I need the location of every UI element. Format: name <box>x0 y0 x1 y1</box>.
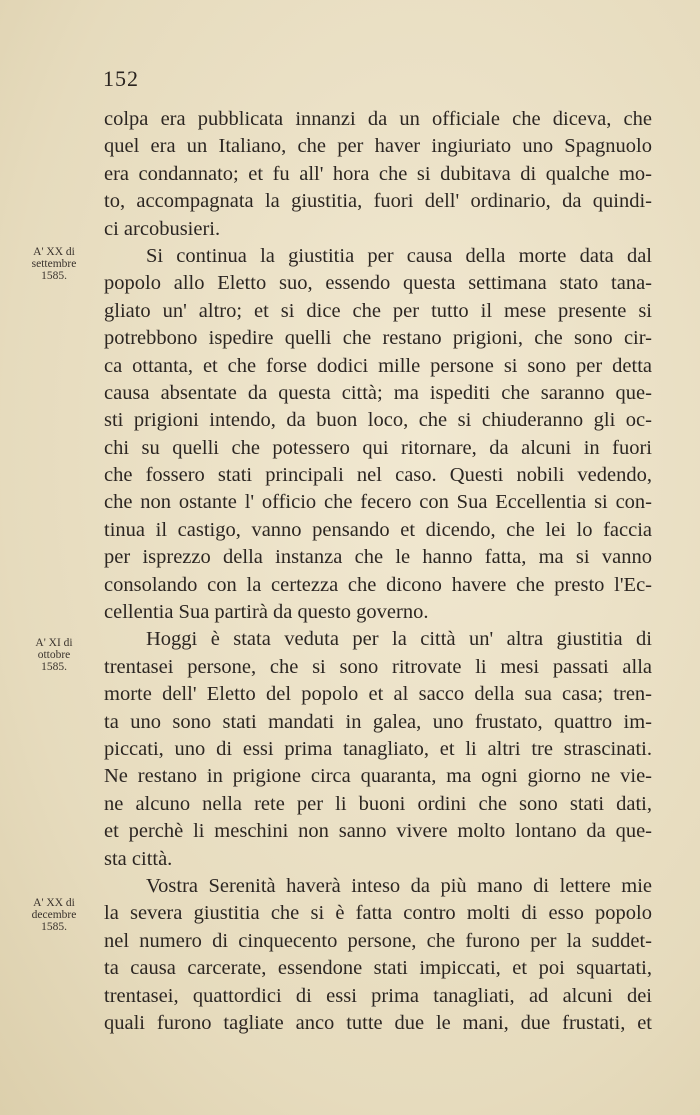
text-line: et perchè li meschini non sanno vivere molto lontano da que- <box>104 820 652 843</box>
text-line: colpa era pubblicata innanzi da un officiale che diceva, che <box>104 108 652 130</box>
margin-note-20-settembre <box>14 246 94 282</box>
text-line: gliato un' altro; et si dice che per tutto il mese presente si <box>104 299 652 322</box>
margin-note-line: decembre <box>31 909 77 921</box>
margin-note-line: A' XX di <box>33 897 75 909</box>
text-line: ca ottanta, et che forse dodici mille persone si sono per detta <box>104 354 652 377</box>
text-line: ta causa carcerate, essendone stati impiccati, et poi squartati, <box>104 957 652 980</box>
text-line: morte dell' Eletto del popolo et al sacco della sua casa; tren- <box>104 683 652 706</box>
margin-note-line: 1585. <box>41 661 67 673</box>
paragraph-start-line: Si continua la giustitia per causa della morte data dal <box>146 244 652 267</box>
text-line: nel numero di cinquecento persone, che furono per la suddet- <box>104 929 652 952</box>
text-line: che non ostante l' officio che fecero con Sua Eccellentia si con- <box>104 491 652 514</box>
margin-note-20-decembre <box>14 897 94 933</box>
text-line: trentasei, quattordici di essi prima tanagliati, ad alcuni dei <box>104 984 652 1007</box>
text-line: causa absentate da questa città; ma ispediti che saranno que- <box>104 381 652 404</box>
paragraph-start-line: Vostra Serenità haverà inteso da più mano di lettere mie <box>146 874 652 897</box>
margin-note-line: A' XX di <box>33 246 75 258</box>
text-line: sta città. <box>104 847 173 870</box>
text-line: quel era un Italiano, che per haver ingiuriato uno Spagnuolo <box>104 135 652 158</box>
text-line: potrebbono ispedire quelli che restano prigioni, che sono cir- <box>104 327 652 350</box>
text-line: ne alcuno nella rete per li buoni ordini che sono stati dati, <box>104 792 652 815</box>
page-number: 152 <box>103 66 139 91</box>
text-line: quali furono tagliate anco tutte due le mani, due frustati, et <box>104 1011 652 1034</box>
text-line: Ne restano in prigione circa quaranta, ma ogni giorno ne vie- <box>104 765 652 788</box>
text-line: consolando con la certezza che dicono havere che presto l'Ec- <box>104 573 652 596</box>
margin-note-line: 1585. <box>41 270 67 282</box>
text-line: cellentia Sua partirà da questo governo. <box>104 601 429 624</box>
text-line: to, accompagnata la giustitia, fuori dell' ordinario, da quindi- <box>104 190 652 213</box>
text-line: popolo allo Eletto suo, essendo questa settimana stato tana- <box>104 272 652 295</box>
text-line: tinua il castigo, vanno pensando et dicendo, che lei lo faccia <box>104 518 652 541</box>
text-line: trentasei persone, che si sono ritrovate li mesi passati alla <box>104 655 652 678</box>
margin-note-11-ottobre <box>14 637 94 673</box>
text-line: la severa giustitia che si è fatta contro molti di esso popolo <box>104 902 652 925</box>
margin-note-line: ottobre <box>37 649 71 661</box>
margin-note-line: settembre <box>31 258 77 270</box>
body-text <box>104 106 652 1037</box>
text-line: sti prigioni intendo, da buon loco, che si chiuderanno gli oc- <box>104 409 652 432</box>
text-line: ta uno sono stati mandati in galea, uno frustato, quattro im- <box>104 710 652 733</box>
text-line: era condannato; et fu all' hora che si dubitava di qualche mo- <box>104 162 652 185</box>
paragraph-start-line: Hoggi è stata veduta per la città un' altra giustitia di <box>146 628 652 651</box>
text-line: ci arcobusieri. <box>104 217 221 240</box>
margin-note-line: A' XI di <box>35 637 73 649</box>
text-line: chi su quelli che potessero qui ritornare, da alcuni in fuori <box>104 436 652 459</box>
text-line: che fossero stati principali nel caso. Questi nobili vedendo, <box>104 464 652 487</box>
text-line: piccati, uno di essi prima tanagliato, et li altri tre strascinati. <box>104 737 652 760</box>
margin-note-line: 1585. <box>41 921 67 933</box>
text-line: per isprezzo della instanza che le hanno fatta, ma si vanno <box>104 546 652 569</box>
